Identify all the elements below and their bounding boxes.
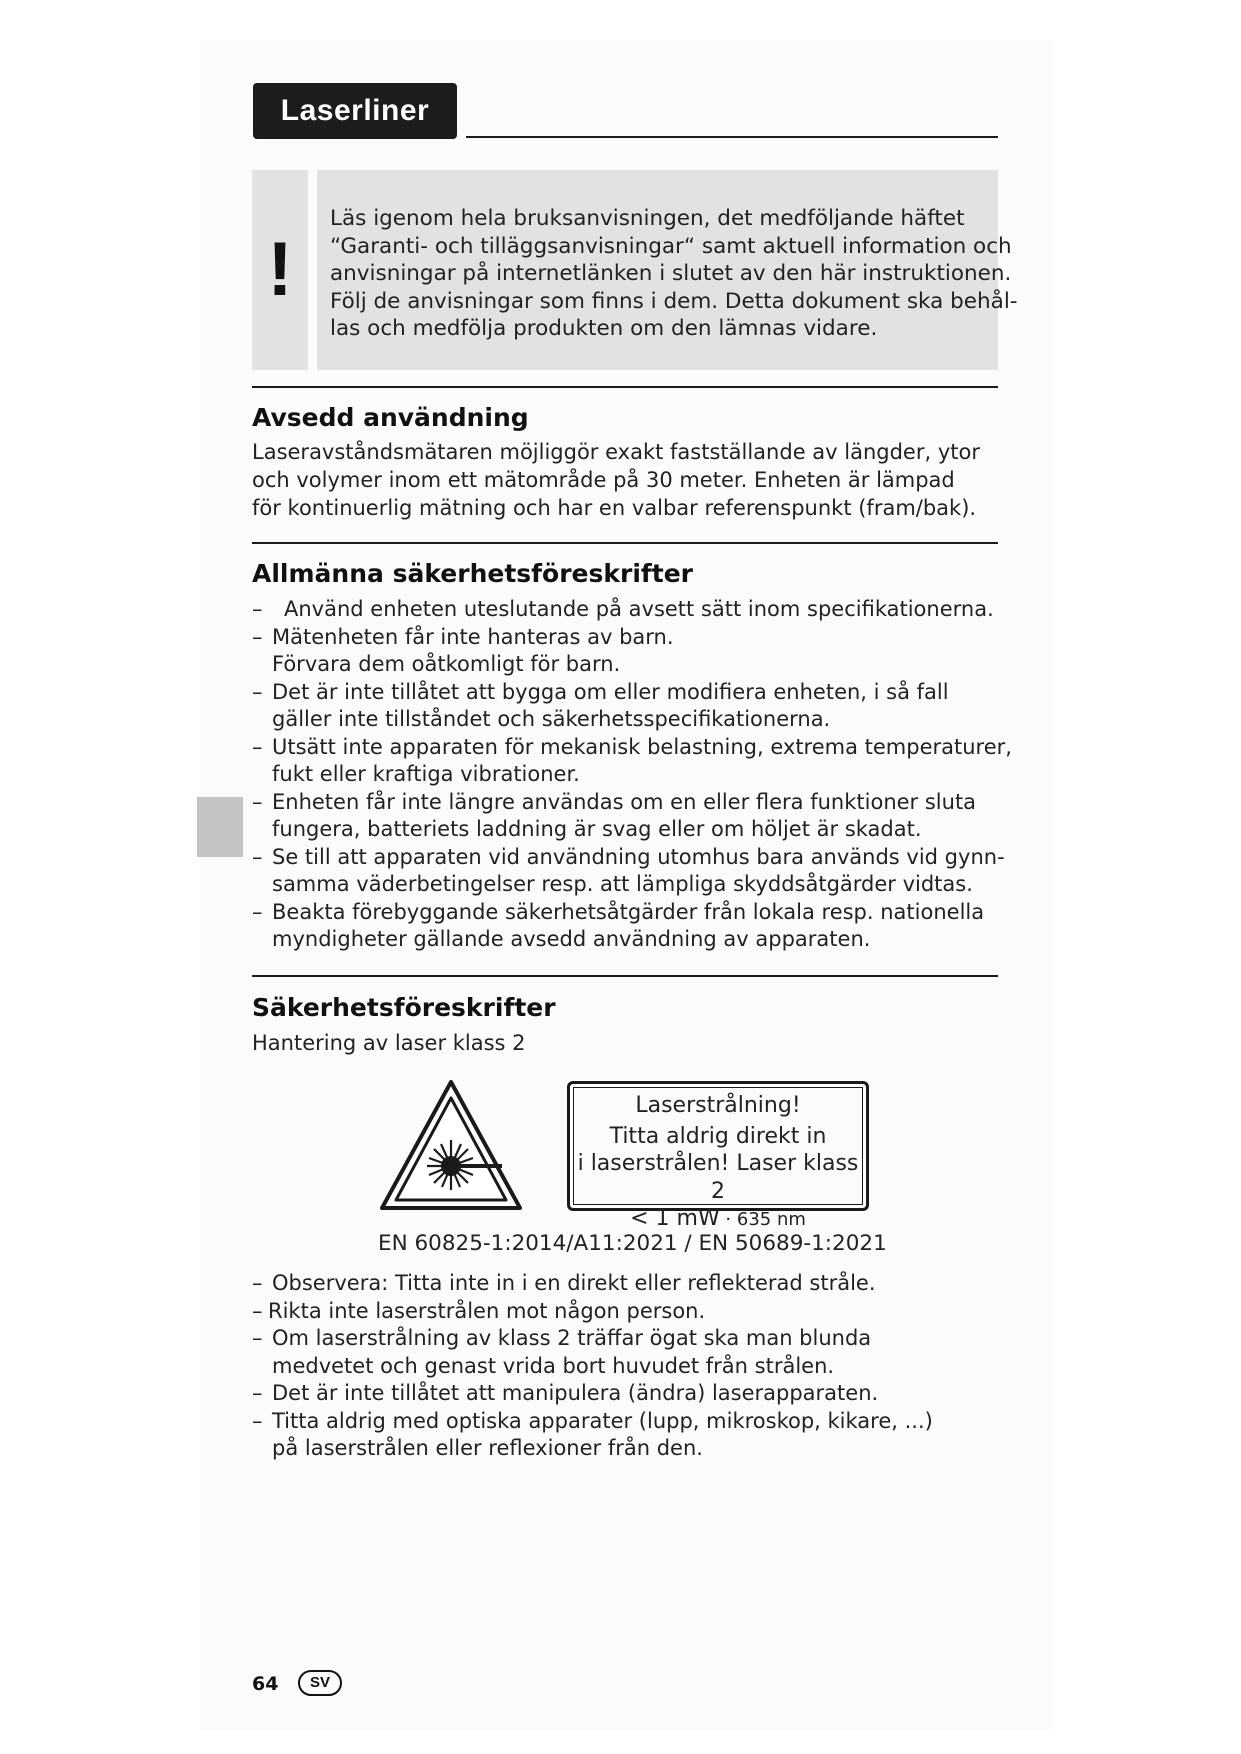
exclamation-icon: ! bbox=[267, 227, 293, 312]
list-line: samma väderbetingelser resp. att lämpliga skyddsåtgärder vidtas. bbox=[272, 872, 973, 896]
list-line: Se till att apparaten vid användning utomhus bara används vid gynn- bbox=[272, 844, 1005, 869]
section-rule bbox=[252, 386, 998, 388]
list-line: Beakta förebyggande säkerhetsåtgärder från lokala resp. nationella bbox=[272, 899, 985, 924]
label-wavelength: · 635 nm bbox=[719, 1209, 806, 1230]
language-badge: SV bbox=[298, 1670, 342, 1696]
safety-list bbox=[252, 1270, 1012, 1463]
list-item: – Mätenheten får inte hanteras av barn. Förvara dem oåtkomligt för barn. bbox=[252, 624, 1012, 679]
label-power: < 1 mW bbox=[630, 1206, 720, 1231]
list-line: Observera: Titta inte in i en direkt eller reflekterad stråle. bbox=[272, 1271, 876, 1295]
list-line: Om laserstrålning av klass 2 träffar ögat ska man blunda bbox=[272, 1326, 872, 1350]
list-item: – Titta aldrig med optiska apparater (lupp, mikroskop, kikare, ...) på laserstrålen eller reflexioner från den. bbox=[252, 1408, 1012, 1463]
general-safety-list bbox=[252, 596, 1012, 954]
notice-line: anvisningar på internetlänken i slutet av den här instruktionen. bbox=[330, 261, 1012, 286]
safety-subtitle: Hantering av laser klass 2 bbox=[252, 1031, 526, 1055]
general-safety-heading: Allmänna säkerhetsföreskrifter bbox=[252, 559, 694, 588]
list-line: Enheten får inte längre användas om en eller flera funktioner sluta bbox=[272, 789, 977, 814]
label-line: Titta aldrig direkt in bbox=[609, 1123, 827, 1149]
list-item: – Beakta förebyggande säkerhetsåtgärder från lokala resp. nationella myndigheter gällande avsedd användning av apparaten. bbox=[252, 899, 1012, 954]
list-line: på laserstrålen eller reflexioner från den. bbox=[272, 1436, 703, 1460]
list-item: – Observera: Titta inte in i en direkt eller reflekterad stråle. bbox=[252, 1270, 1012, 1298]
list-line: Utsätt inte apparaten för mekanisk belastning, extrema temperaturer, bbox=[272, 734, 1012, 759]
section-rule bbox=[252, 542, 998, 544]
section-thumb-tab bbox=[197, 797, 243, 857]
safety-heading: Säkerhetsföreskrifter bbox=[252, 993, 556, 1022]
notice-text bbox=[330, 205, 1018, 343]
list-line: medvetet och genast vrida bort huvudet från strålen. bbox=[272, 1353, 835, 1378]
list-line: Rikta inte laserstrålen mot någon person. bbox=[268, 1298, 706, 1323]
list-line: Mätenheten får inte hanteras av barn. bbox=[272, 624, 674, 649]
page-number: 64 bbox=[252, 1673, 279, 1695]
list-item: – Om laserstrålning av klass 2 träffar ögat ska man blunda medvetet och genast vrida bort huvudet från strålen. bbox=[252, 1325, 1012, 1380]
text-line: och volymer inom ett mätområde på 30 meter. Enheten är lämpad bbox=[252, 468, 955, 492]
intended-use-heading: Avsedd användning bbox=[252, 403, 529, 432]
list-line: fungera, batteriets laddning är svag eller om höljet är skadat. bbox=[272, 817, 922, 841]
list-line: Titta aldrig med optiska apparater (lupp, mikroskop, kikare, ...) bbox=[272, 1408, 933, 1433]
label-line: Laserstrålning! bbox=[635, 1093, 801, 1118]
notice-line: Läs igenom hela bruksanvisningen, det medföljande häftet bbox=[330, 206, 965, 231]
list-line: Förvara dem oåtkomligt för barn. bbox=[272, 652, 621, 676]
notice-line: Följ de anvisningar som finns i dem. Detta dokument ska behål- bbox=[330, 288, 1018, 314]
list-line: fukt eller kraftiga vibrationer. bbox=[272, 762, 580, 786]
notice-line: “Garanti- och tilläggsanvisningar“ samt aktuell information och bbox=[330, 233, 1012, 259]
list-item: – Rikta inte laserstrålen mot någon person. bbox=[252, 1298, 1012, 1326]
laserliner-logo: Laserliner bbox=[253, 83, 457, 139]
list-item: – Utsätt inte apparaten för mekanisk belastning, extrema temperaturer, fukt eller kraftiga vibrationer. bbox=[252, 734, 1012, 789]
laser-standard: EN 60825-1:2014/A11:2021 / EN 50689-1:2021 bbox=[378, 1231, 887, 1256]
header-rule bbox=[466, 136, 998, 138]
list-line: Det är inte tillåtet att bygga om eller modifiera enheten, i så fall bbox=[272, 679, 949, 704]
list-item: – Det är inte tillåtet att bygga om eller modifiera enheten, i så fall gäller inte tillståndet och säkerhetsspecifikationerna. bbox=[252, 679, 1012, 734]
text-line: Laseravståndsmätaren möjliggör exakt fastställande av längder, ytor bbox=[252, 440, 980, 464]
notice-line: las och medfölja produkten om den lämnas vidare. bbox=[330, 316, 878, 341]
list-line: Använd enheten uteslutande på avsett sätt inom specifikationerna. bbox=[284, 597, 994, 621]
intended-use-text bbox=[252, 438, 980, 522]
laser-warning-label bbox=[567, 1081, 869, 1231]
list-item: – Det är inte tillåtet att manipulera (ändra) laserapparaten. bbox=[252, 1380, 1012, 1408]
list-line: Det är inte tillåtet att manipulera (ändra) laserapparaten. bbox=[272, 1381, 879, 1405]
list-item: – Använd enheten uteslutande på avsett sätt inom specifikationerna. bbox=[252, 596, 1012, 624]
list-item: – Se till att apparaten vid användning utomhus bara används vid gynn- samma väderbetingelser resp. att lämpliga skyddsåtgärder vidtas. bbox=[252, 844, 1012, 899]
text-line: för kontinuerlig mätning och har en valbar referenspunkt (fram/bak). bbox=[252, 496, 977, 520]
list-line: myndigheter gällande avsedd användning av apparaten. bbox=[272, 927, 871, 951]
list-item: – Enheten får inte längre användas om en eller flera funktioner sluta fungera, batteriets laddning är svag eller om höljet är skadat. bbox=[252, 789, 1012, 844]
label-line: i laserstrålen! Laser klass 2 bbox=[577, 1151, 859, 1204]
laser-warning-icon bbox=[378, 1078, 524, 1212]
section-rule bbox=[252, 975, 998, 977]
list-line: gäller inte tillståndet och säkerhetsspecifikationerna. bbox=[272, 707, 831, 731]
